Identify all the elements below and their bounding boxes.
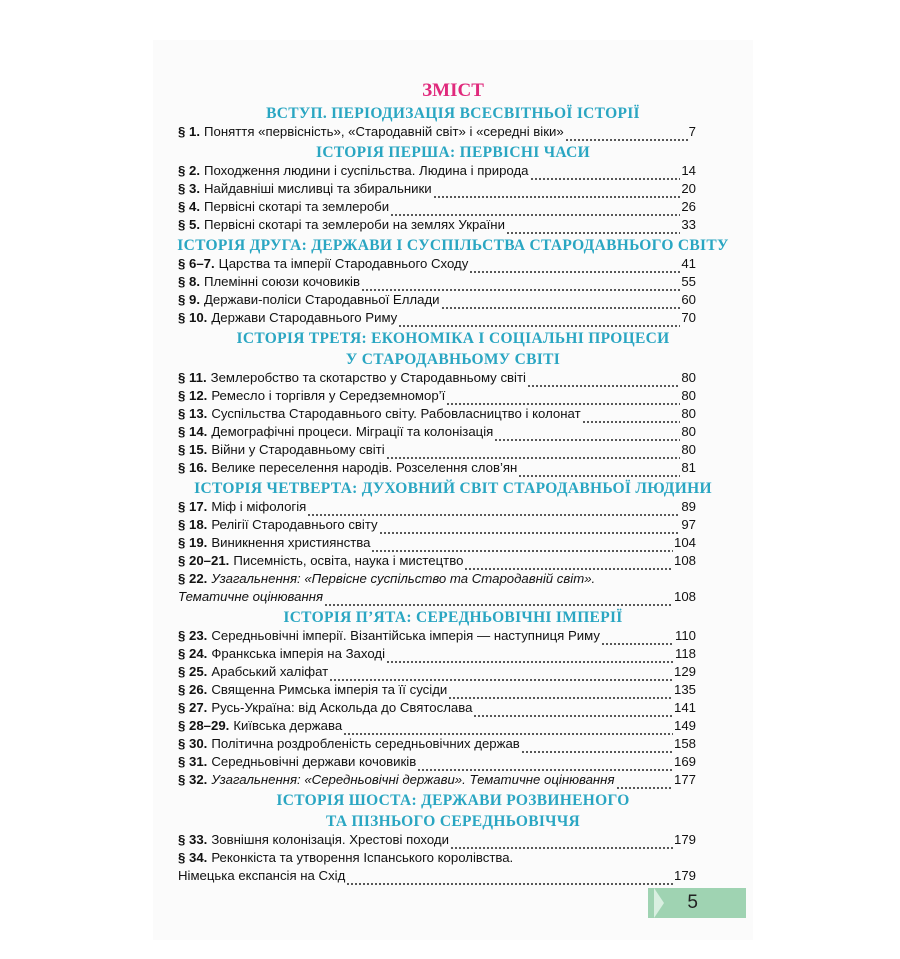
dot-leader [448,685,673,699]
entry-page: 108 [673,553,696,568]
toc-entry[interactable] [178,369,696,387]
toc-entry[interactable] [178,663,696,681]
entry-page: 135 [673,682,696,697]
entry-title: Середньовічні імперії. Візантійська імперія — наступниця Риму [211,628,600,643]
entry-title: Суспільства Стародавнього світу. Рабовласництво і колонат [211,406,581,421]
dot-leader [527,373,680,387]
entry-page: 141 [673,700,696,715]
dot-leader [307,502,680,516]
toc-entry[interactable] [178,771,696,789]
toc-entry[interactable] [178,552,696,570]
section-heading: ІСТОРІЯ ПЕРША: ПЕРВІСНІ ЧАСИ [316,144,590,161]
entry-page: 80 [681,370,696,385]
toc-entry[interactable] [178,459,696,477]
entry-page: 81 [681,460,696,475]
dot-leader [343,721,673,735]
entry-number: § 8. [178,274,200,289]
toc-entry[interactable] [178,309,696,327]
dot-leader [386,649,674,663]
entry-page: 129 [673,664,696,679]
toc-entry[interactable] [178,570,696,606]
section-heading: ІСТОРІЯ ДРУГА: ДЕРЖАВИ І СУСПІЛЬСТВА СТАРОДАВНЬОГО СВІТУ [177,237,729,254]
entry-page: 158 [673,736,696,751]
entry-title: Найдавніші мисливці та збиральники [204,181,432,196]
entry-line [178,849,696,867]
entry-page: 149 [673,718,696,733]
toc-entry[interactable] [178,423,696,441]
toc-entry[interactable] [178,387,696,405]
toc-entry[interactable] [178,849,696,885]
toc-entry[interactable] [178,627,696,645]
entry-number: § 19. [178,535,208,550]
entry-title: Русь-Україна: від Аскольда до Святослава [211,700,473,715]
entry-title: Франкська імперія на Заході [211,646,385,661]
dot-leader [379,520,681,534]
entry-page: 55 [681,274,696,289]
entry-number: § 32. [178,772,208,787]
entry-number: § 11. [178,370,207,385]
entry-title: Київська держава [233,718,343,733]
section-heading: ТА ПІЗНЬОГО СЕРЕДНЬОВІЧЧЯ [325,813,581,830]
entry-number: § 20–21. [178,553,230,568]
entry-title: Війни у Стародавньому світі [211,442,385,457]
section-heading: У СТАРОДАВНЬОМУ СВІТІ [345,351,561,368]
dot-leader [433,184,681,198]
section-heading: ІСТОРІЯ П’ЯТА: СЕРЕДНЬОВІЧНІ ІМПЕРІЇ [283,609,623,626]
entry-page: 7 [688,124,696,139]
entry-number: § 18. [178,517,208,532]
entry-title: Виникнення християнства [211,535,371,550]
toc-entry[interactable] [178,291,696,309]
entry-line [178,588,696,606]
entry-title: Реконкіста та утворення Іспанського королівства. [211,850,514,865]
entry-number: § 26. [178,682,208,697]
entry-page: 80 [681,442,696,457]
toc-section [153,327,753,477]
dot-leader [329,667,673,681]
entry-number: § 13. [178,406,208,421]
dot-leader [450,835,673,849]
entry-number: § 5. [178,217,200,232]
entry-page: 80 [681,388,696,403]
toc-entry[interactable] [178,681,696,699]
toc-entry[interactable] [178,273,696,291]
entry-title: Походження людини і суспільства. Людина і природа [204,163,529,178]
dot-leader [346,871,673,885]
toc-entry[interactable] [178,699,696,717]
dot-leader [521,739,673,753]
entry-page: 14 [681,163,696,178]
toc-entry[interactable] [178,198,696,216]
entry-number: § 25. [178,664,208,679]
entry-page: 179 [673,868,696,883]
entry-title-continued: Тематичне оцінювання [178,589,324,604]
dot-leader [565,127,688,141]
toc-entry[interactable] [178,735,696,753]
entry-page: 89 [681,499,696,514]
entry-title: Демографічні процеси. Міграції та колонізація [211,424,494,439]
entry-title: Поняття «первісність», «Стародавній світ» і «середні віки» [204,124,564,139]
entry-title: Первісні скотарі та землероби на землях України [204,217,505,232]
page-title: ЗМІСТ [422,80,484,101]
entry-number: § 17. [178,499,208,514]
toc-entry[interactable] [178,498,696,516]
entry-page: 104 [673,535,696,550]
dot-leader [469,259,680,273]
entry-number: § 1. [178,124,200,139]
entry-title: Політична роздробленість середньовічних держав [211,736,520,751]
dot-leader [473,703,673,717]
entry-title-continued: Німецька експансія на Схід [178,868,346,883]
section-heading: ВСТУП. ПЕРІОДИЗАЦІЯ ВСЕСВІТНЬОЇ ІСТОРІЇ [266,105,640,122]
entry-page: 60 [681,292,696,307]
dot-leader [616,775,673,789]
dot-leader [494,427,680,441]
toc-section [153,606,753,789]
dot-leader [417,757,673,771]
toc-entry[interactable] [178,180,696,198]
entry-page: 70 [681,310,696,325]
entry-number: § 12. [178,388,208,403]
dot-leader [446,391,680,405]
entry-page: 80 [681,406,696,421]
table-of-contents [153,102,753,885]
entry-line [178,570,696,588]
dot-leader [386,445,681,459]
page-number: 5 [687,892,698,913]
dot-leader [582,409,681,423]
section-heading: ІСТОРІЯ ШОСТА: ДЕРЖАВИ РОЗВИНЕНОГО [276,792,630,809]
entry-page: 110 [674,628,696,643]
entry-page: 108 [673,589,696,604]
entry-title: Землеробство та скотарство у Стародавньому світі [210,370,526,385]
entry-title: Племінні союзи кочовиків [204,274,360,289]
entry-number: § 30. [178,736,208,751]
entry-title: Міф і міфологія [211,499,307,514]
entry-title: Узагальнення: «Первісне суспільство та Стародавній світ». [211,571,596,586]
dot-leader [441,295,681,309]
entry-number: § 28–29. [178,718,230,733]
entry-number: § 2. [178,163,200,178]
entry-page: 26 [681,199,696,214]
toc-section [153,141,753,234]
section-heading: ІСТОРІЯ ТРЕТЯ: ЕКОНОМІКА І СОЦІАЛЬНІ ПРОЦЕСИ [236,330,670,347]
entry-title: Узагальнення: «Середньовічні держави». Тематичне оцінювання [211,772,615,787]
dot-leader [398,313,680,327]
section-heading: ІСТОРІЯ ЧЕТВЕРТА: ДУХОВНИЙ СВІТ СТАРОДАВНЬОЇ ЛЮДИНИ [194,480,712,497]
entry-number: § 31. [178,754,208,769]
entry-title: Писемність, освіта, наука і мистецтво [233,553,464,568]
entry-number: § 16. [178,460,208,475]
entry-number: § 9. [178,292,200,307]
toc-entry[interactable] [178,717,696,735]
entry-number: § 6–7. [178,256,215,271]
page-number-tab [648,888,746,918]
entry-number: § 4. [178,199,200,214]
entry-number: § 33. [178,832,208,847]
toc-entry[interactable] [178,534,696,552]
toc-entry[interactable] [178,255,696,273]
entry-title: Релігії Стародавнього світу [211,517,378,532]
toc-entry[interactable] [178,516,696,534]
dot-leader [390,202,680,216]
toc-entry[interactable] [178,162,696,180]
dot-leader [324,592,673,606]
entry-number: § 3. [178,181,200,196]
dot-leader [361,277,680,291]
toc-entry[interactable] [178,831,696,849]
dot-leader [518,463,680,477]
toc-entry[interactable] [178,216,696,234]
entry-title: Держави-поліси Стародавньої Еллади [204,292,440,307]
toc-entry[interactable] [178,645,696,663]
entry-page: 41 [681,256,696,271]
chevron-right-icon [654,888,664,918]
entry-title: Ремесло і торгівля у Середземномор’ї [211,388,446,403]
entry-number: § 14. [178,424,208,439]
dot-leader [601,631,674,645]
toc-section [153,102,753,141]
entry-number: § 23. [178,628,208,643]
entry-number: § 22. [178,571,208,586]
entry-title: Велике переселення народів. Розселення слов’ян [211,460,518,475]
entry-page: 33 [681,217,696,232]
toc-entry[interactable] [178,753,696,771]
entry-page: 169 [673,754,696,769]
entry-page: 118 [674,646,696,661]
toc-section [153,234,753,327]
entry-page: 20 [681,181,696,196]
toc-section [153,477,753,606]
entry-title: Середньовічні держави кочовиків [211,754,417,769]
entry-number: § 27. [178,700,208,715]
entry-number: § 10. [178,310,208,325]
entry-title: Первісні скотарі та землероби [204,199,390,214]
dot-leader [530,166,681,180]
entry-page: 97 [681,517,696,532]
entry-line [178,867,696,885]
dot-leader [464,556,673,570]
toc-entry[interactable] [178,441,696,459]
toc-entry[interactable] [178,405,696,423]
entry-title: Зовнішня колонізація. Хрестові походи [211,832,449,847]
entry-number: § 24. [178,646,208,661]
entry-page: 80 [681,424,696,439]
entry-title: Царства та імперії Стародавнього Сходу [218,256,469,271]
toc-section [153,789,753,885]
toc-entry[interactable] [178,123,696,141]
book-page [153,40,753,940]
entry-title: Арабський халіфат [211,664,329,679]
dot-leader [506,220,680,234]
entry-title: Держави Стародавнього Риму [211,310,398,325]
entry-page: 177 [673,772,696,787]
entry-page: 179 [673,832,696,847]
entry-title: Священна Римська імперія та її сусіди [211,682,448,697]
dot-leader [371,538,673,552]
entry-number: § 34. [178,850,208,865]
entry-number: § 15. [178,442,208,457]
